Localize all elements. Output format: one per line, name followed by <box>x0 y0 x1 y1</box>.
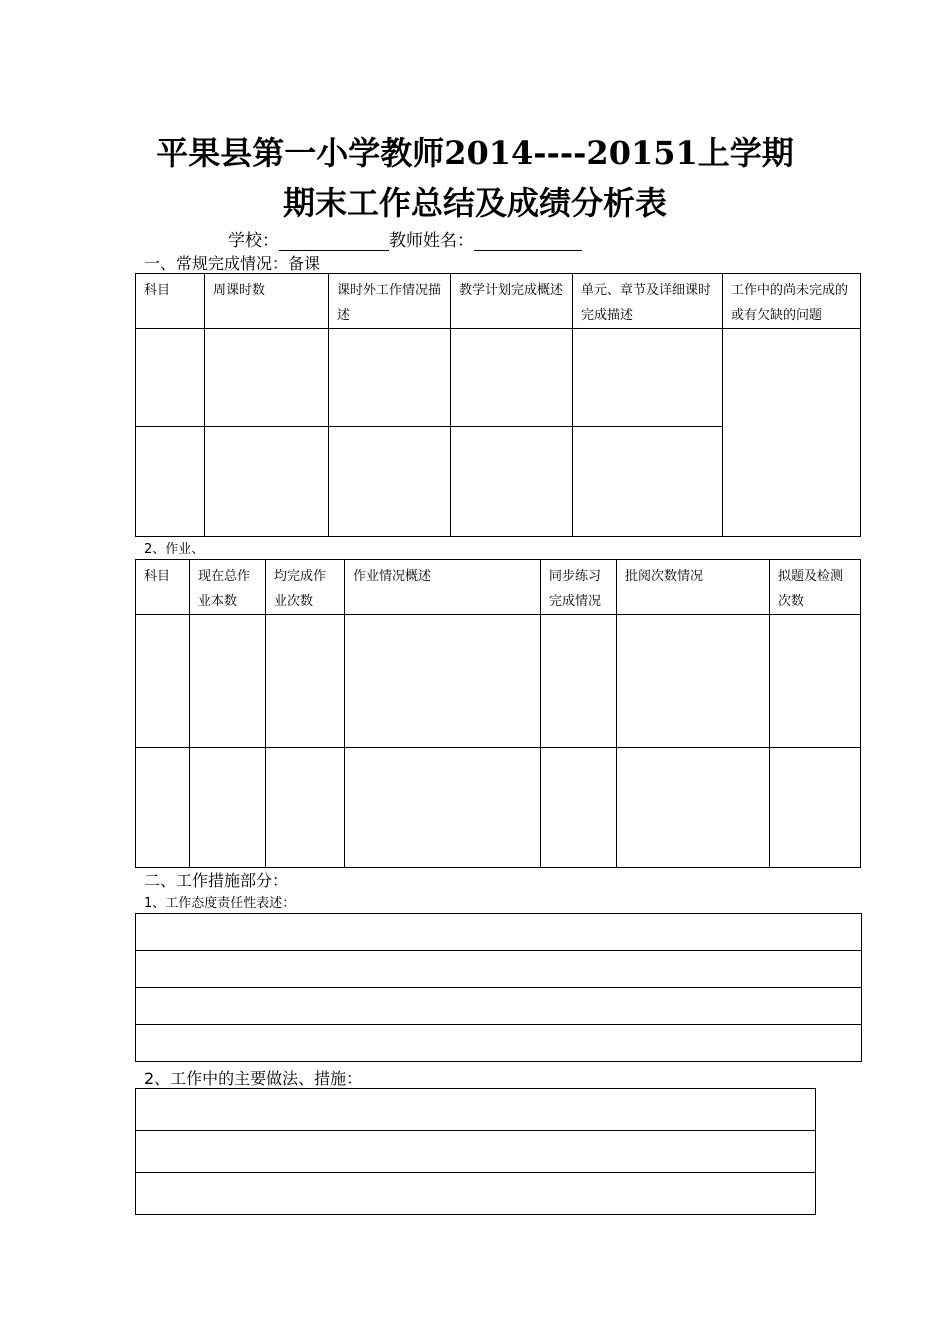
header-cell: 同步练习完成情况 <box>541 560 617 615</box>
table-cell[interactable] <box>541 615 617 748</box>
writing-line[interactable] <box>136 1089 816 1131</box>
homework-table <box>135 559 861 868</box>
table-cell[interactable] <box>190 615 266 748</box>
document-title-line-1: 平果县第一小学教师2014----20151上学期 <box>156 134 794 172</box>
measures-table <box>135 1088 816 1215</box>
writing-line[interactable] <box>136 951 862 988</box>
table-cell[interactable] <box>205 329 329 427</box>
header-cell: 单元、章节及详细课时完成描述 <box>573 274 723 329</box>
header-cell: 科目 <box>136 560 190 615</box>
table-cell[interactable] <box>136 329 205 427</box>
table-cell[interactable] <box>617 748 770 868</box>
table-row <box>136 1089 816 1131</box>
header-cell: 教学计划完成概述 <box>451 274 573 329</box>
table-cell[interactable] <box>266 748 345 868</box>
table-row <box>136 988 862 1025</box>
table-row <box>136 1025 862 1062</box>
document-title-line-2: 期末工作总结及成绩分析表 <box>282 184 667 222</box>
writing-line[interactable] <box>136 1131 816 1173</box>
table-cell[interactable] <box>451 329 573 427</box>
header-cell: 批阅次数情况 <box>617 560 770 615</box>
header-cell: 科目 <box>136 274 205 329</box>
table-cell[interactable] <box>345 748 541 868</box>
table-cell[interactable] <box>345 615 541 748</box>
section2-sub2-heading: 2、工作中的主要做法、措施： <box>144 1069 363 1088</box>
table-cell[interactable] <box>136 427 205 537</box>
lesson-prep-table <box>135 273 861 537</box>
table-row <box>136 1131 816 1173</box>
attitude-table <box>135 913 862 1062</box>
school-label: 学校： <box>228 231 279 251</box>
table-cell[interactable] <box>136 615 190 748</box>
table-header-row <box>136 274 861 329</box>
header-cell: 现在总作业本数 <box>190 560 266 615</box>
table-row <box>136 329 861 427</box>
section1-heading: 一、常规完成情况：备课 <box>144 254 321 273</box>
section2-sub1-heading: 1、工作态度责任性表述： <box>144 896 296 911</box>
writing-line[interactable] <box>136 1025 862 1062</box>
header-cell: 周课时数 <box>205 274 329 329</box>
header-cell: 课时外工作情况描述 <box>329 274 451 329</box>
table-row <box>136 951 862 988</box>
teacher-name-label: 教师姓名： <box>389 231 474 251</box>
table-cell[interactable] <box>617 615 770 748</box>
table-cell[interactable] <box>451 427 573 537</box>
table-cell[interactable] <box>266 615 345 748</box>
writing-line[interactable] <box>136 988 862 1025</box>
section2-heading: 二、工作措施部分： <box>144 871 289 890</box>
teacher-name-blank[interactable] <box>474 232 582 251</box>
table-cell[interactable] <box>329 427 451 537</box>
writing-line[interactable] <box>136 914 862 951</box>
table-header-row <box>136 560 861 615</box>
table-cell[interactable] <box>190 748 266 868</box>
school-blank[interactable] <box>279 232 389 251</box>
table-cell[interactable] <box>205 427 329 537</box>
table-row <box>136 615 861 748</box>
header-cell: 拟题及检测次数 <box>770 560 861 615</box>
writing-line[interactable] <box>136 1173 816 1215</box>
table-cell[interactable] <box>329 329 451 427</box>
header-cell: 均完成作业次数 <box>266 560 345 615</box>
header-cell: 工作中的尚未完成的或有欠缺的问题 <box>723 274 861 329</box>
table-cell[interactable] <box>573 329 723 427</box>
table-cell[interactable] <box>770 615 861 748</box>
table-cell-merged[interactable] <box>723 329 861 537</box>
section1b-heading: 2、作业、 <box>144 542 205 557</box>
table-cell[interactable] <box>136 748 190 868</box>
table-row <box>136 914 862 951</box>
table-cell[interactable] <box>770 748 861 868</box>
table-row <box>136 748 861 868</box>
header-cell: 作业情况概述 <box>345 560 541 615</box>
table-cell[interactable] <box>573 427 723 537</box>
table-cell[interactable] <box>541 748 617 868</box>
info-line <box>228 226 582 251</box>
table-row <box>136 1173 816 1215</box>
